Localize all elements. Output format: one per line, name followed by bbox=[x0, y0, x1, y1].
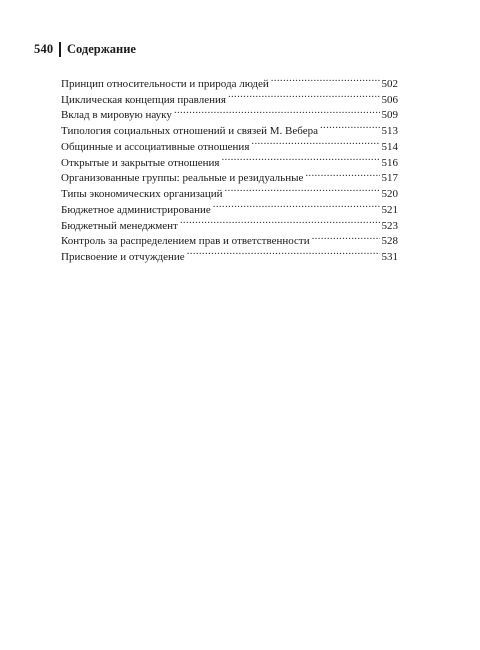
toc-dot-leader bbox=[225, 181, 380, 197]
toc-entry-title: Принцип относительности и природа людей bbox=[61, 77, 269, 90]
table-of-contents bbox=[61, 71, 398, 263]
toc-dot-leader bbox=[271, 71, 380, 87]
page-number: 540 bbox=[34, 42, 54, 56]
running-head bbox=[34, 41, 136, 57]
toc-entry-title: Присвоение и отчуждение bbox=[61, 251, 185, 263]
toc-dot-leader bbox=[221, 150, 379, 166]
toc-entry-page: 509 bbox=[381, 109, 398, 122]
toc-dot-leader bbox=[251, 134, 379, 150]
toc-entry bbox=[61, 71, 398, 90]
toc-dot-leader bbox=[228, 87, 380, 103]
toc-entry-title: Открытые и закрытые отношения bbox=[61, 156, 220, 169]
toc-entry-title: Типы экономических организаций bbox=[61, 188, 223, 200]
toc-entry-page: 528 bbox=[381, 235, 398, 248]
toc-entry-page: 521 bbox=[381, 203, 398, 216]
toc-entry-page: 514 bbox=[381, 140, 398, 153]
toc-entry-title: Общинные и ассоциативные отношения bbox=[61, 140, 250, 153]
toc-entry-page: 513 bbox=[381, 125, 398, 137]
toc-entry-page: 531 bbox=[381, 251, 398, 263]
toc-entry-title: Вклад в мировую науку bbox=[61, 109, 172, 122]
toc-entry-title: Бюджетное администрирование bbox=[61, 203, 211, 216]
toc-entry-page: 516 bbox=[381, 156, 398, 169]
toc-entry-page: 506 bbox=[381, 93, 398, 106]
header-divider bbox=[59, 42, 61, 57]
toc-entry-title: Типология социальных отношений и связей М. Вебера bbox=[61, 125, 318, 137]
toc-entry-page: 517 bbox=[381, 172, 398, 185]
toc-entry-title: Бюджетный менеджмент bbox=[61, 219, 178, 232]
toc-dot-leader bbox=[305, 166, 379, 182]
toc-dot-leader bbox=[213, 197, 380, 213]
toc-dot-leader bbox=[312, 229, 380, 245]
toc-entry-title: Контроль за распределением прав и ответственности bbox=[61, 235, 310, 248]
toc-entry-title: Организованные группы: реальные и резидуальные bbox=[61, 172, 304, 185]
toc-dot-leader bbox=[174, 103, 380, 119]
toc-entry-page: 520 bbox=[381, 188, 398, 200]
toc-dot-leader bbox=[187, 244, 380, 260]
toc-entry-title: Циклическая концепция правления bbox=[61, 93, 226, 106]
section-title: Содержание bbox=[66, 42, 136, 56]
toc-entry-page: 523 bbox=[381, 219, 398, 232]
toc-entry-page: 502 bbox=[381, 77, 398, 90]
toc-dot-leader bbox=[180, 213, 380, 229]
toc-dot-leader bbox=[320, 118, 380, 134]
